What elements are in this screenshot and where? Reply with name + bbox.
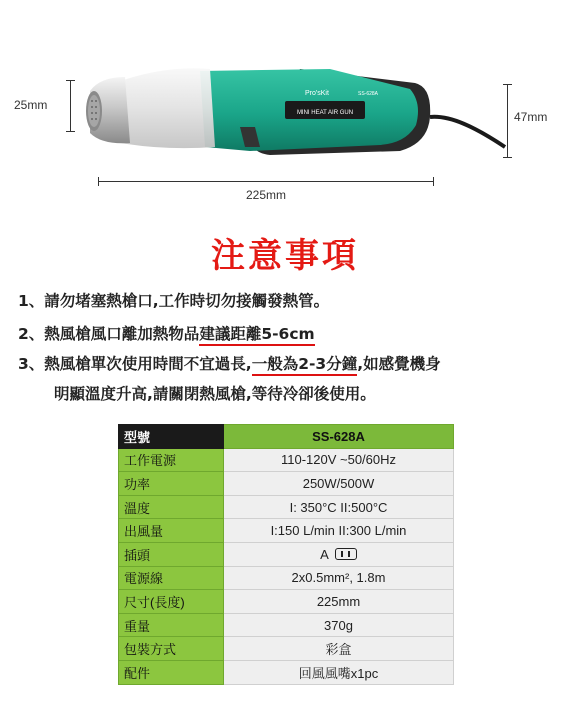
spec-row — [119, 542, 454, 566]
spec-key: 工作電源 — [119, 448, 224, 472]
dim-left-tick-bottom — [66, 131, 75, 132]
spec-row — [119, 519, 454, 543]
spec-row — [119, 613, 454, 637]
heat-gun-image — [80, 55, 510, 175]
dim-length-tick-right — [433, 177, 434, 186]
dim-length-line — [98, 181, 434, 182]
dim-height-right-label: 47mm — [514, 110, 548, 124]
note-1 — [18, 289, 329, 311]
spec-value: 110-120V ~50/60Hz — [224, 448, 454, 472]
spec-key: 包裝方式 — [119, 637, 224, 661]
dim-length-label: 225mm — [246, 188, 287, 202]
note-2-text: 熱風槍風口離加熱物品 — [44, 325, 200, 343]
spec-value-plug — [224, 542, 454, 566]
spec-row — [119, 566, 454, 590]
spec-value: 225mm — [224, 590, 454, 614]
note-3-text: 熱風槍單次使用時間不宜過長, — [44, 355, 252, 373]
note-3-text-after: ,如感覺機身 — [357, 355, 441, 373]
note-3 — [18, 352, 441, 374]
note-3-highlight: 一般為2-3分鐘 — [252, 355, 358, 376]
dim-left-line — [70, 80, 71, 132]
gun-model-text: SS-628A — [358, 91, 379, 97]
spec-key: 功率 — [119, 472, 224, 496]
spec-value: 2x0.5mm², 1.8m — [224, 566, 454, 590]
dim-left-tick-top — [66, 80, 75, 81]
note-3-line2: 明顯溫度升高,請關閉熱風槍,等待冷卻後使用。 — [54, 385, 376, 403]
note-2 — [18, 322, 315, 344]
spec-key: 尺寸(長度) — [119, 590, 224, 614]
dim-height-left-label: 25mm — [14, 98, 48, 112]
note-1-text: 請勿堵塞熱槍口,工作時切勿接觸發熱管。 — [44, 292, 330, 310]
spec-row — [119, 660, 454, 684]
spec-key: 溫度 — [119, 495, 224, 519]
spec-value: I:150 L/min II:300 L/min — [224, 519, 454, 543]
spec-key: 重量 — [119, 613, 224, 637]
spec-key: 電源線 — [119, 566, 224, 590]
heat-gun-illustration — [80, 55, 510, 175]
plug-icon — [335, 548, 357, 560]
spec-value: 370g — [224, 613, 454, 637]
spec-row — [119, 472, 454, 496]
spec-value: 250W/500W — [224, 472, 454, 496]
spec-key: 出風量 — [119, 519, 224, 543]
spec-header-value: SS-628A — [224, 425, 454, 449]
spec-table — [118, 424, 454, 685]
spec-row — [119, 637, 454, 661]
spec-row — [119, 495, 454, 519]
spec-value: 彩盒 — [224, 637, 454, 661]
spec-value: 回風風嘴x1pc — [224, 660, 454, 684]
note-1-prefix: 1、 — [18, 292, 45, 310]
spec-row — [119, 590, 454, 614]
spec-key: 插頭 — [119, 542, 224, 566]
spec-row — [119, 448, 454, 472]
note-3-prefix: 3、 — [18, 355, 45, 373]
note-2-prefix: 2、 — [18, 325, 45, 343]
note-2-highlight: 建議距離5-6cm — [199, 325, 314, 346]
spec-header-key: 型號 — [119, 425, 224, 449]
spec-value: I: 350°C II:500°C — [224, 495, 454, 519]
plug-type-text: A — [320, 546, 329, 562]
gun-label-text: MINI HEAT AIR GUN — [296, 110, 354, 116]
spec-header-row — [119, 425, 454, 449]
gun-brand-text: Pro'sKit — [305, 90, 329, 97]
spec-key: 配件 — [119, 660, 224, 684]
page-title: 注意事項 — [211, 236, 359, 276]
dim-length-tick-left — [98, 177, 99, 186]
